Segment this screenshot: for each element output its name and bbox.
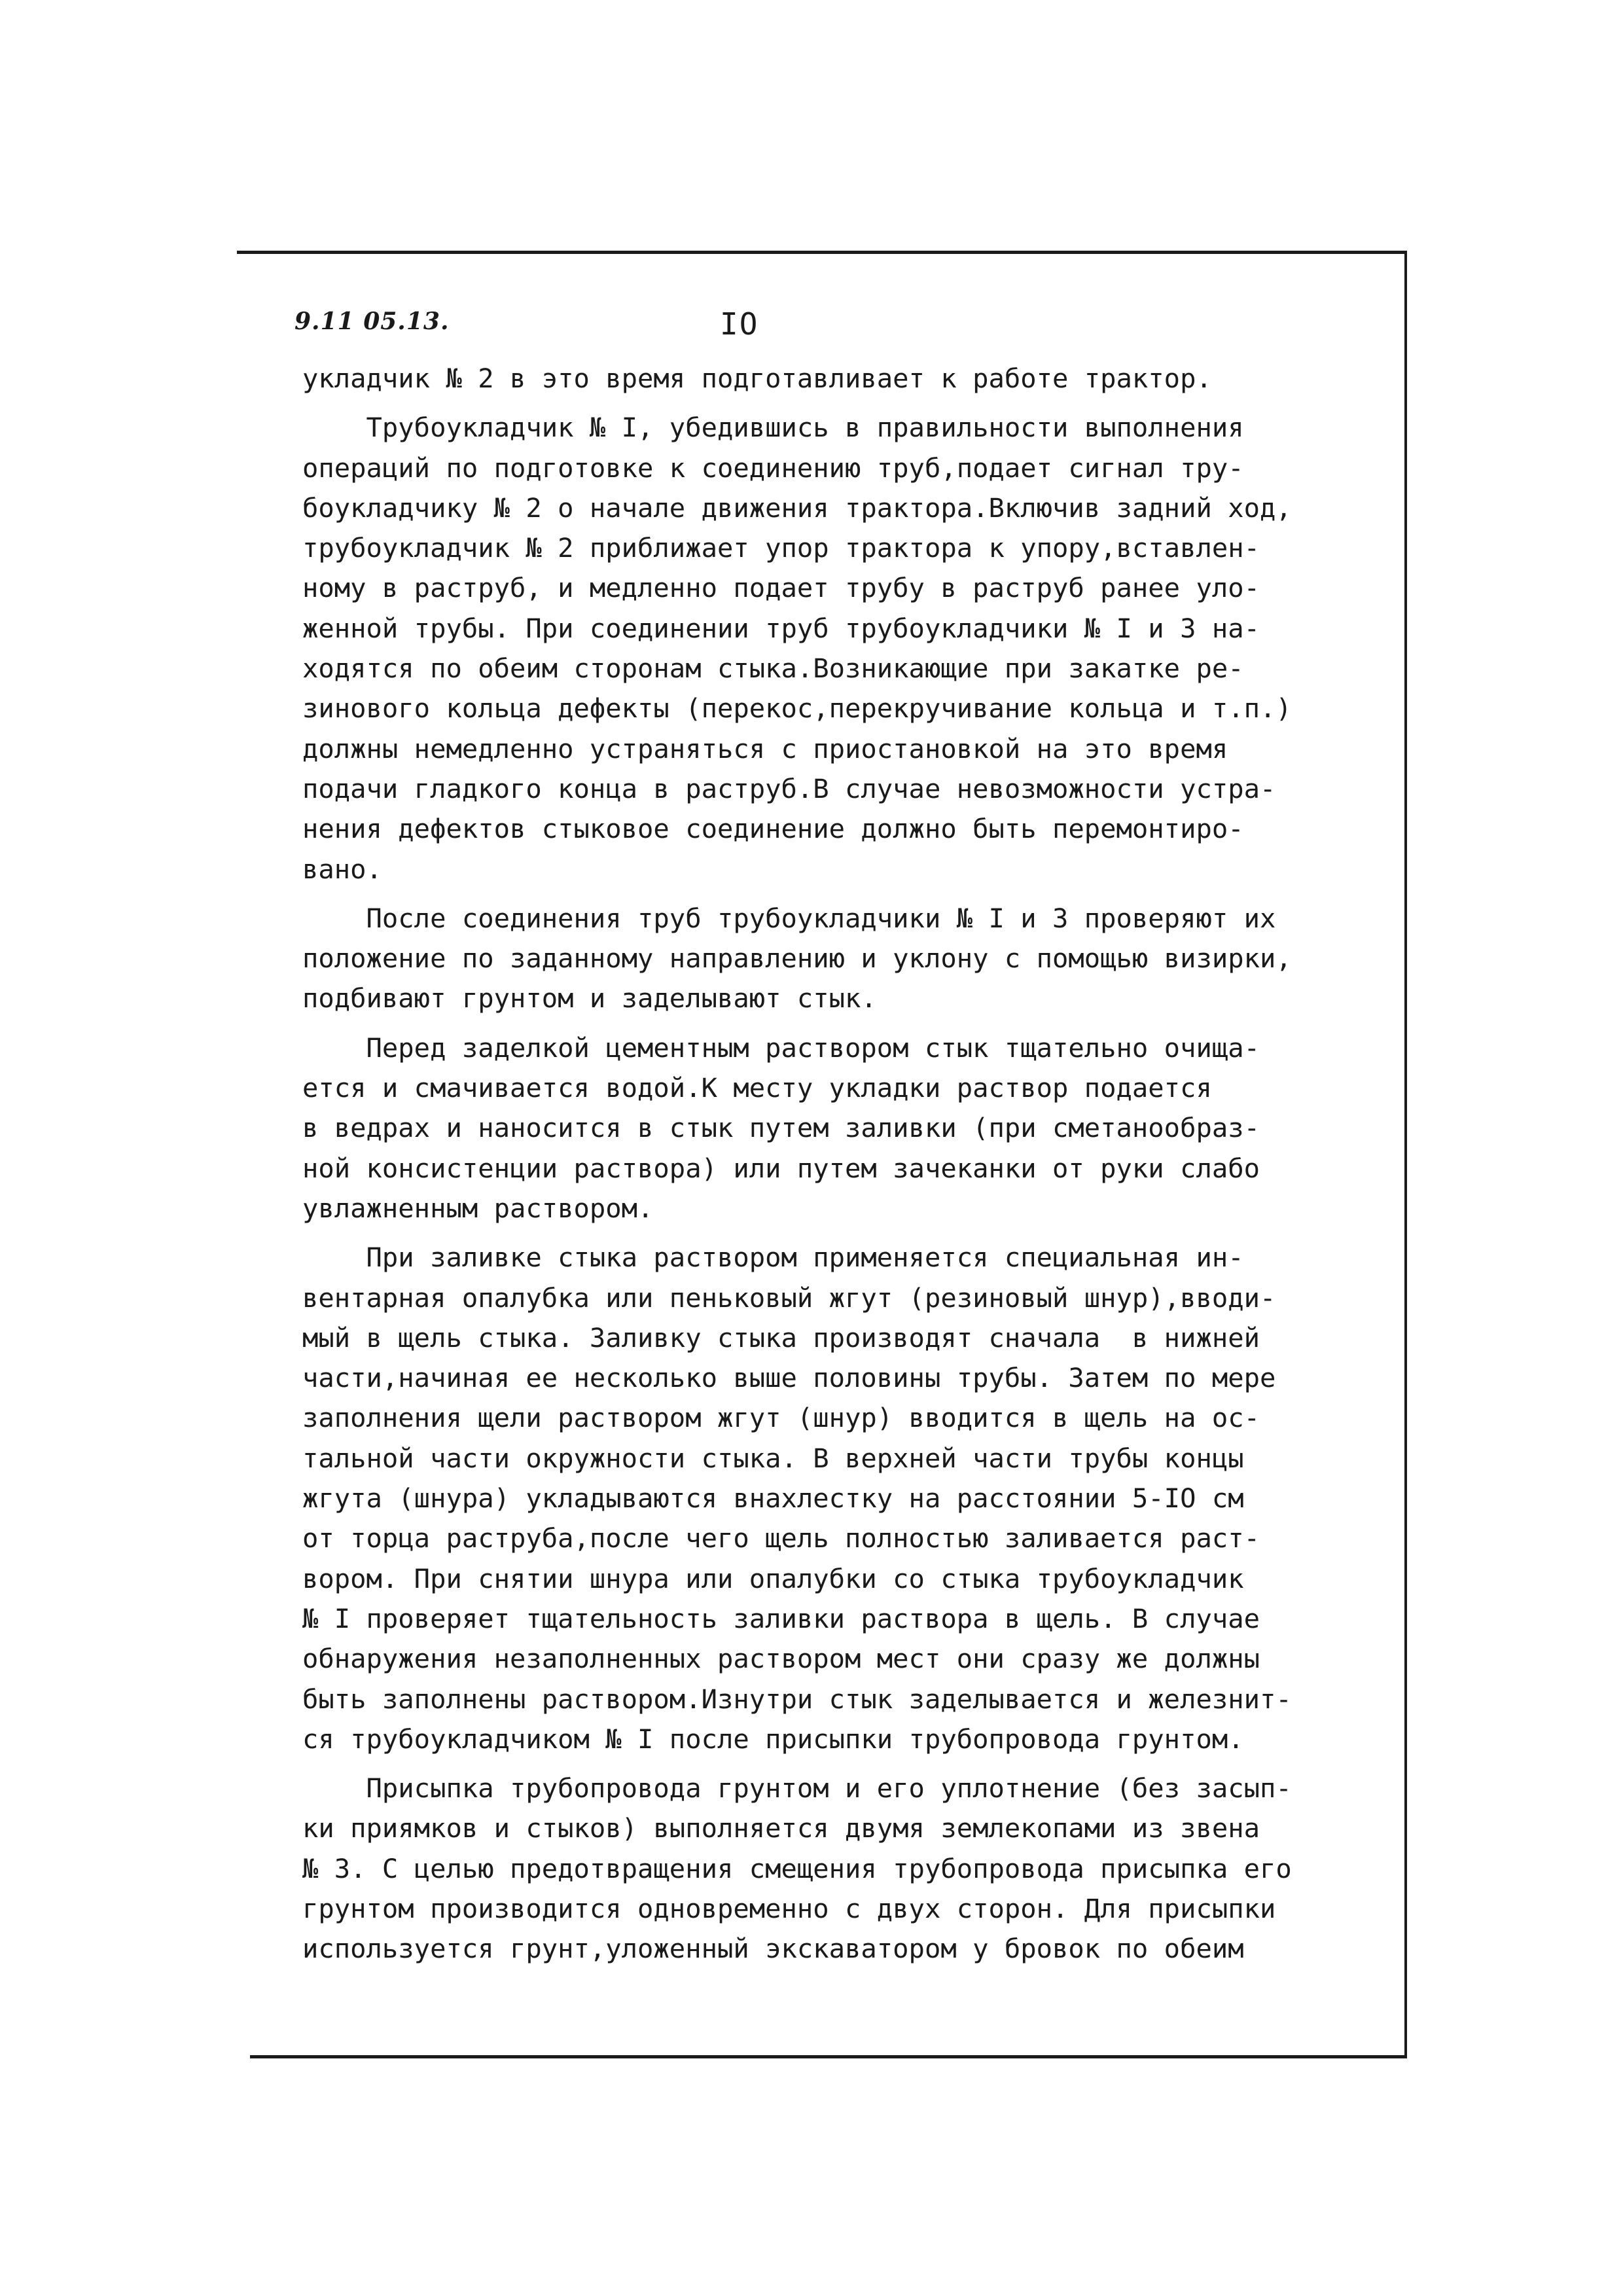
text-line: вано.: [302, 853, 382, 885]
text-line: После соединения труб трубоукладчики № I и 3 проверяют их: [302, 902, 1276, 934]
text-line: укладчик № 2 в это время подготавливает к работе трактор.: [302, 363, 1212, 394]
text-line: используется грунт,уложенный экскаватором у бровок по обеим: [302, 1933, 1244, 1965]
text-line: При заливке стыка раствором применяется специальная ин-: [302, 1242, 1244, 1274]
text-line: операций по подготовке к соединению труб,подает сигнал тру-: [302, 452, 1244, 484]
text-line: ной консистенции раствора) или путем зачеканки от руки слабо: [302, 1152, 1260, 1184]
text-line: зинового кольца дефекты (перекос,перекручивание кольца и т.п.): [302, 692, 1292, 725]
text-line: боукладчику № 2 о начале движения трактора.Включив задний ход,: [302, 492, 1292, 524]
text-line: трубоукладчик № 2 приближает упор трактора к упору,вставлен-: [302, 532, 1260, 564]
paragraph: [302, 359, 1363, 399]
paragraph-gap: [302, 1019, 1363, 1028]
text-line: ки приямков и стыков) выполняется двумя землекопами из звена: [302, 1812, 1260, 1844]
paragraph-gap: [302, 1759, 1363, 1768]
text-line: ся трубоукладчиком № I после присыпки трубопровода грунтом.: [302, 1723, 1244, 1755]
text-line: в ведрах и наносится в стык путем заливки (при сметанообраз-: [302, 1112, 1260, 1144]
text-line: подачи гладкого конца в раструб.В случае невозможности устра-: [302, 772, 1276, 804]
paragraph: [302, 899, 1363, 1019]
document-code: 9.11 05.13.: [294, 308, 450, 335]
text-line: ходятся по обеим сторонам стыка.Возникающие при закатке ре-: [302, 653, 1244, 685]
text-line: № I проверяет тщательность заливки раствора в щель. В случае: [302, 1602, 1260, 1634]
text-line: вентарная опалубка или пеньковый жгут (резиновый шнур),вводи-: [302, 1282, 1276, 1314]
text-line: Перед заделкой цементным раствором стык тщательно очища-: [302, 1031, 1260, 1064]
paragraph-gap: [302, 889, 1363, 899]
paragraph-gap: [302, 1229, 1363, 1238]
paragraph: [302, 1238, 1363, 1759]
page-frame-bottom-rule: [250, 2055, 1407, 2058]
paragraph: [302, 1028, 1363, 1229]
text-line: увлажненным раствором.: [302, 1192, 654, 1224]
text-line: части,начиная ее несколько выше половины трубы. Затем по мере: [302, 1362, 1276, 1394]
text-line: от торца раструба,после чего щель полностью заливается раст-: [302, 1522, 1260, 1554]
text-line: № 3. С целью предотвращения смещения трубопровода присыпка его: [302, 1852, 1292, 1884]
text-line: грунтом производится одновременно с двух сторон. Для присыпки: [302, 1892, 1276, 1924]
page-frame-top-rule: [237, 251, 1407, 254]
text-line: Трубоукладчик № I, убедившись в правильности выполнения: [302, 412, 1244, 444]
text-line: вором. При снятии шнура или опалубки со стыка трубоукладчик: [302, 1562, 1244, 1594]
text-line: мый в щель стыка. Заливку стыка производят сначала в нижней: [302, 1321, 1260, 1354]
text-line: должны немедленно устраняться с приостановкой на это время: [302, 732, 1228, 764]
text-line: тальной части окружности стыка. В верхней части трубы концы: [302, 1442, 1244, 1474]
text-line: быть заполнены раствором.Изнутри стык заделывается и железнит-: [302, 1683, 1292, 1715]
text-line: положение по заданному направлению и уклону с помощью визирки,: [302, 942, 1292, 975]
text-line: жгута (шнура) укладываются внахлестку на расстоянии 5-IO см: [302, 1482, 1244, 1515]
paragraph: [302, 1768, 1363, 1969]
page-number: IO: [720, 306, 759, 342]
page-frame-right-rule: [1404, 251, 1407, 2058]
paragraph: [302, 408, 1363, 889]
text-line: заполнения щели раствором жгут (шнур) вводится в щель на ос-: [302, 1402, 1260, 1434]
text-line: обнаружения незаполненных раствором мест они сразу же должны: [302, 1643, 1260, 1675]
document-body: [302, 359, 1363, 1969]
text-line: женной трубы. При соединении труб трубоукладчики № I и 3 на-: [302, 612, 1260, 644]
text-line: ному в раструб, и медленно подает трубу в раструб ранее уло-: [302, 572, 1260, 604]
text-line: нения дефектов стыковое соединение должно быть перемонтиро-: [302, 813, 1244, 845]
text-line: Присыпка трубопровода грунтом и его уплотнение (без засып-: [302, 1772, 1292, 1804]
text-line: ется и смачивается водой.К месту укладки раствор подается: [302, 1072, 1212, 1104]
text-line: подбивают грунтом и заделывают стык.: [302, 982, 877, 1014]
paragraph-gap: [302, 399, 1363, 408]
